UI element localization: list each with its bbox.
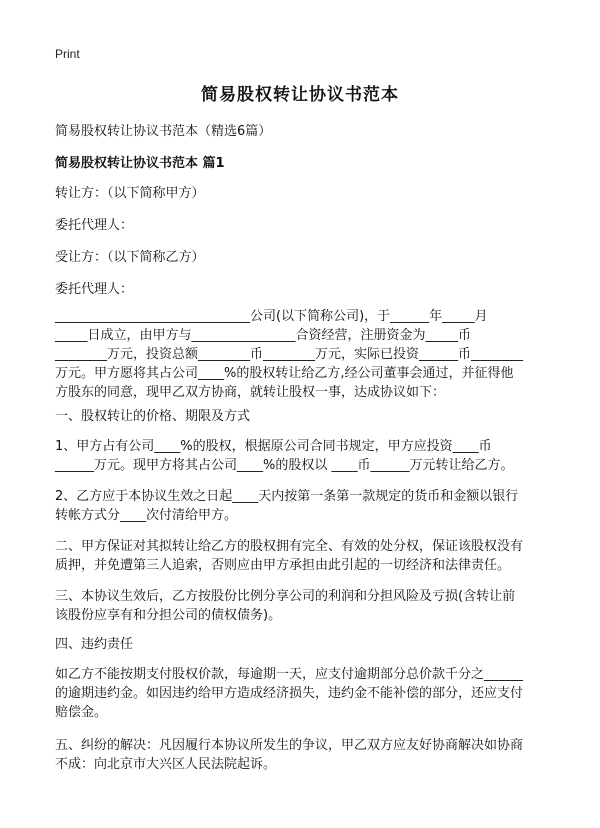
intro-line: 方股东的同意，现甲乙双方协商，就转让股权一事，达成协议如下： (55, 385, 446, 400)
clause-line: 该股份应享有和分担公司的债权债务)。 (55, 608, 282, 623)
clause-line: 质押，并免遭第三人追索，否则应由甲方承担由此引起的一切经济和法律责任。 (55, 558, 511, 573)
document-title: 简易股权转让协议书范本 (201, 85, 399, 105)
agent-line-2: 委托代理人： (55, 282, 134, 297)
heading-price-terms: 一、股权转让的价格、期限及方式 (55, 409, 251, 424)
clause-2 (55, 487, 550, 525)
clause-profit-sharing (55, 587, 550, 625)
clause-line: 2、乙方应于本协议生效之日起____天内按第一条第一款规定的货币和金额以银行 (55, 489, 519, 504)
intro-line: ________万元，投资总额________币________万元，实际已投资______币________ (55, 347, 524, 362)
section-heading: 简易股权转让协议书范本 篇1 (55, 156, 225, 171)
intro-line: 万元。甲方愿将其占公司____%的股权转让给乙方,经公司董事会通过，并征得他 (55, 366, 514, 381)
clause-1 (55, 437, 550, 475)
clause-warranty (55, 537, 550, 575)
transferee-line: 受让方：（以下简称乙方） (55, 250, 205, 265)
clause-line: 如乙方不能按期支付股权价款，每逾期一天，应支付逾期部分总价款千分之______ (55, 667, 524, 682)
clause-line: 不成：向北京市大兴区人民法院起诉。 (55, 757, 277, 772)
clause-line: 三、本协议生效后，乙方按股份比例分享公司的利润和分担风险及亏损(含转让前 (55, 589, 516, 604)
clause-dispute (55, 736, 550, 774)
clause-line: 赔偿金。 (55, 705, 108, 720)
intro-paragraph (55, 307, 550, 402)
intro-line: _____日成立，由甲方与________________合资经营，注册资金为_____币 (55, 328, 472, 343)
clause-line: 五、纠纷的解决：凡因履行本协议所发生的争议，甲乙双方应友好协商解决如协商 (55, 738, 524, 753)
clause-line: 二、甲方保证对其拟转让给乙方的股权拥有完全、有效的处分权，保证该股权没有 (55, 539, 524, 554)
clause-line: ______万元。现甲方将其占公司____%的股权以 ____币______万元转让给乙方。 (55, 458, 514, 473)
agent-line-1: 委托代理人： (55, 218, 134, 233)
intro-line: ______________________________公司(以下简称公司)，于______年_____月 (55, 309, 488, 324)
print-link[interactable]: Print (55, 47, 80, 61)
clause-line: 1、甲方占有公司____%的股权，根据原公司合同书规定，甲方应投资____币 (55, 439, 492, 454)
clause-line: 的逾期违约金。如因违约给甲方造成经济损失，违约金不能补偿的部分，还应支付 (55, 686, 524, 701)
clause-line: 转帐方式分____次付清给甲方。 (55, 508, 238, 523)
document-subtitle: 简易股权转让协议书范本（精选6篇） (55, 124, 272, 139)
heading-breach: 四、违约责任 (55, 637, 134, 652)
clause-breach (55, 665, 550, 722)
transferor-line: 转让方：（以下简称甲方） (55, 186, 205, 201)
